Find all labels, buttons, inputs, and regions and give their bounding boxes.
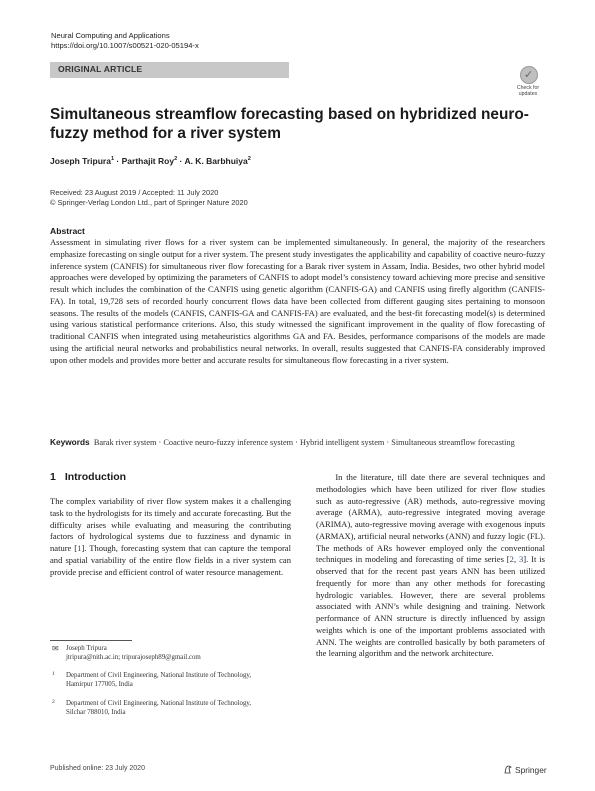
publisher-logo [504,765,547,775]
author-name[interactable]: Joseph Tripura [50,156,111,166]
published-online: Published online: 23 July 2020 [50,765,145,772]
body-column-right [316,472,545,660]
affiliation-mark: 1 [110,156,115,163]
affiliation-number: 2 [52,699,55,705]
received-accepted: Received: 23 August 2019 / Accepted: 11 July 2020 [50,188,219,197]
affiliation-text: Department of Civil Engineering, National Institute of Technology, Silchar 788010, India [66,700,252,716]
author-name[interactable]: A. K. Barbhuiya [184,156,248,166]
article-title: Simultaneous streamflow forecasting based on hybridized neuro-fuzzy method for a river system [50,106,529,142]
citation-link[interactable]: 1 [77,543,82,553]
citation-separator: , [513,554,519,565]
citation-link[interactable]: 3 [518,554,524,565]
author-separator: · [177,156,185,166]
publisher-name: Springer [515,765,547,775]
section-title: Introduction [64,471,127,483]
crossmark-line1: Check for [516,85,540,91]
doi-link[interactable]: https://doi.org/10.1007/s00521-020-05194-x [51,41,199,50]
body-column-left [50,496,291,578]
corresponding-email[interactable]: jtripura@nith.ac.in; tripurajoseph89@gmail.com [66,654,201,661]
author-list [50,156,251,166]
paragraph-text: ]. It is observed that for the recent past years ANN has been utilized frequently for more than any other methods for forecasting hydrologic variables. However, there are several problems associated with ANN’s while designing and training. Network performance of ANN structure is directly influenced by assign weights which is one of the important problems associated with ANN. The weights are controlled basically by both parameters of the learning algorithm and the network architecture. [316,554,545,659]
journal-name: Neural Computing and Applications [51,31,170,40]
article-type-banner [50,62,289,78]
springer-horse-icon [504,765,512,774]
check-for-updates-icon[interactable] [512,64,544,100]
envelope-icon: ✉ [52,644,59,653]
footnote-divider [50,640,132,641]
affiliation-mark: 2 [174,156,178,163]
author-separator: · [114,156,122,166]
paragraph-text: The complex variability of river flow system makes it a challenging task to the hydrologists for its timely and accurate forecasting. But the difficulty arises while evaluating and measuring the contributing factors of hydrological systems due to fuzziness and dynamic in nature [ [50,496,291,553]
keywords-text: Barak river system · Coactive neuro-fuzzy inference system · Hybrid intelligent system · Simultaneous streamflow forecasting [93,438,515,447]
crossmark-circle: ✓ [520,66,538,84]
abstract-text: Assessment in simulating river flows for a river system can be implemented simultaneously. In general, the majority of the researchers emphasize forecasting on single output for a river system. The present study investigates the applicability and capability of coactive neuro-fuzzy inference system (CANFIS) for simultaneous river flow forecasting for a Barak river system in Assam, India. Besides, two other hybrid model approaches were developed by optimizing the parameters of CANFIS to adopt model’s consistency toward achieving more precise and sensitive result which includes the combination of the CANFIS using genetic algorithm (CANFIS-GA) and CANFIS using firefly algorithm (CANFIS-FA). In total, 19,728 sets of recorded hourly concurrent flows data have been collected from different gauging sites pertaining to monsoon seasons. The results of the models (CANFIS, CANFIS-GA and CANFIS-FA) are evaluated, and the best-fit forecasting model(s) is determined using various statistical performance criterions. Also, this study witnessed the significant improvement in the quality of flow forecasting of traditional CANFIS when integrated using metaheuristics algorithms GA and FA. Besides, performance comparisons of the models are made using the artificial neural networks and probabilistics neural networks. In overall, results suggested that CANFIS-FA considerably improved upon other models and provides more better and accurate results for simultaneous flow forecasting in a river system. [50,237,545,365]
keywords-block [50,437,545,449]
corresponding-author: Joseph Tripura [66,645,107,652]
abstract-heading: Abstract [50,226,85,236]
copyright-line: © Springer-Verlag London Ltd., part of Springer Nature 2020 [50,198,248,207]
article-dates [50,188,248,208]
crossmark-line2: updates [518,91,538,97]
affiliation-text: Department of Civil Engineering, National Institute of Technology, Hamirpur 177005, India [66,672,252,688]
article-type-label: ORIGINAL ARTICLE [58,64,143,74]
citation-link[interactable]: 2 [509,554,514,565]
affiliation-number: 1 [52,671,55,677]
author-name[interactable]: Parthajit Roy [121,156,175,166]
paragraph-text: In the literature, till date there are several techniques and methodologies which have been utilized for river flow studies such as auto-regressive (AR) methods, auto-regressive moving average (ARMA), auto-regressive integrated moving average (ARIMA), auto-regressive moving average with exogenous inputs (ARMAX), artificial neural networks (ANN) and fuzzy logic (FL). The methods of ARs however employed only the conventional techniques in modeling and forecasting of time series [ [316,472,545,565]
paragraph-text: ]. Though, forecasting system that can capture the temporal and spatial variability of the entire flow fields in a river system can provide precise and efficient control of water resource management. [50,543,291,577]
journal-header [51,31,199,51]
keywords-label: Keywords [50,437,90,447]
crossmark-label [512,85,544,97]
section-heading [50,471,126,483]
affiliation-mark: 2 [247,156,251,163]
section-number: 1 [50,471,56,483]
